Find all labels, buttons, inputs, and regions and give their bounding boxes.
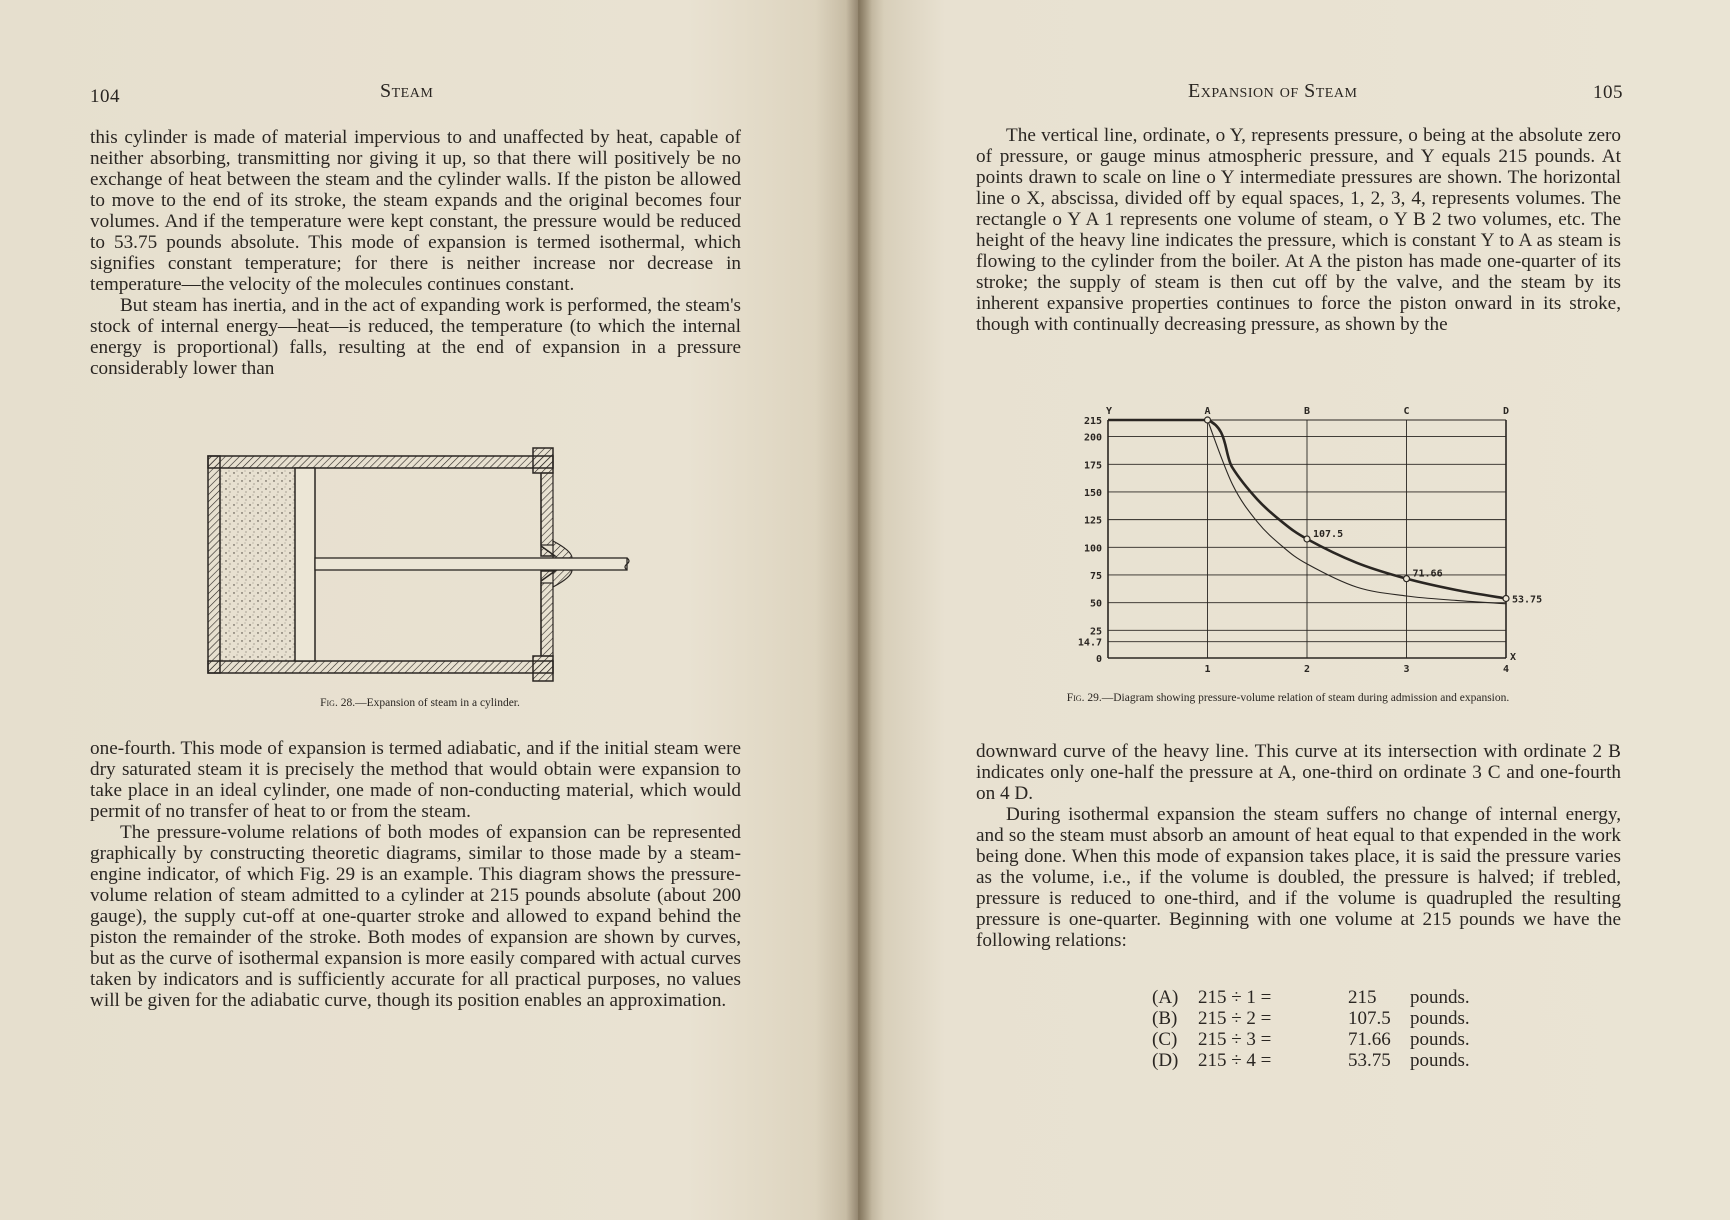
top-label: A: [1204, 406, 1211, 417]
relation-expr: 215 ÷ 3 =: [1198, 1029, 1272, 1050]
paragraph: But steam has inertia, and in the act of expanding work is performed, the steam's stock of internal energy—heat—is reduced, the temperature (to which the internal energy is proportional) falls, resulting at the end of expansion in a pressure considerably lower than: [90, 295, 741, 379]
top-label: D: [1502, 406, 1510, 417]
book-gutter: [846, 0, 872, 1220]
relation-expr: 215 ÷ 1 =: [1198, 987, 1272, 1008]
paragraph: The vertical line, ordinate, o Y, represents pressure, o being at the absolute zero of pressure, or gauge minus atmospheric pressure, and Y equals 215 pounds. At points drawn to scale on line o Y intermediate pressures are shown. The horizontal line o X, abscissa, divided off by equal spaces, 1, 2, 3, 4, represents volumes. The rectangle o Y A 1 represents one volume of steam, o Y B 2 two volumes, etc. The height of the heavy line indicates the pressure, which is constant Y to A as steam is flowing to the cylinder from the boiler. At A the piston has made one-quarter of its stroke; the supply of steam is then cut off by the valve, and the steam by its inherent expansive properties continues to force the piston onward in its stroke, though with continually decreasing pressure, as shown by the: [976, 125, 1621, 335]
relation-unit: pounds.: [1410, 1008, 1470, 1029]
relation-unit: pounds.: [1410, 987, 1470, 1008]
right-page-number: 105: [1593, 82, 1623, 103]
relation-row: [1152, 1008, 1490, 1029]
y-tick-label: 14.7: [1077, 637, 1102, 649]
figure-29-label: Fig. 29.: [1066, 692, 1102, 704]
y-tick-label: 125: [1083, 515, 1102, 527]
left-running-title: Steam: [380, 80, 434, 102]
point-marker: [1304, 536, 1310, 542]
paragraph: one-fourth. This mode of expansion is termed adiabatic, and if the initial steam were dry saturated steam it is precisely the method that would obtain were expansion to take place in an ideal cylinder, one made of non-conducting material, which would permit of no transfer of heat to or from the steam.: [90, 738, 741, 822]
relation-result: 215: [1348, 987, 1377, 1008]
cylinder-diagram: [200, 446, 640, 686]
relation-unit: pounds.: [1410, 1050, 1470, 1071]
y-tick-label: 175: [1083, 460, 1102, 472]
right-body-bottom: [976, 741, 1621, 951]
y-tick-label: 215: [1083, 416, 1102, 427]
relation-result: 107.5: [1348, 1008, 1391, 1029]
cylinder-figure: [200, 446, 640, 686]
left-page: [0, 0, 858, 1220]
figure-28-label: Fig. 28.: [320, 697, 356, 709]
right-running-title: Expansion of Steam: [1188, 80, 1358, 102]
point-marker: [1503, 596, 1509, 602]
right-page: [858, 0, 1730, 1220]
right-body-top: [976, 125, 1621, 335]
top-label: B: [1303, 406, 1311, 417]
pressure-volume-chart: [1028, 400, 1548, 675]
relation-unit: pounds.: [1410, 1029, 1470, 1050]
relation-label: (D): [1152, 1050, 1179, 1071]
x-tick-label: 4: [1502, 664, 1510, 675]
relation-row: [1152, 1029, 1490, 1050]
y-tick-label: 0: [1095, 654, 1102, 665]
relation-label: (A): [1152, 987, 1179, 1008]
top-label: C: [1403, 406, 1410, 417]
y-tick-label: 75: [1089, 570, 1102, 582]
adiabatic-curve: [1208, 420, 1507, 604]
relation-label: (B): [1152, 1008, 1178, 1029]
y-tick-label: 50: [1089, 598, 1102, 610]
relations-table: [1152, 987, 1490, 1071]
y-tick-label: 100: [1083, 543, 1102, 555]
pressure-volume-figure: [1028, 400, 1548, 675]
data-label: 71.66: [1412, 568, 1443, 580]
paragraph: During isothermal expansion the steam suffers no change of internal energy, and so the steam must absorb an amount of heat equal to that expended in the work being done. When this mode of expansion takes place, it is said the pressure varies as the volume, i.e., if the volume is doubled, the pressure is halved; if trebled, pressure is reduced to one-third, and if the volume is quadrupled the resulting pressure is one-quarter. Beginning with one volume at 215 pounds we have the following relations:: [976, 804, 1621, 951]
data-label: 53.75: [1512, 594, 1543, 606]
x-tick-label: 3: [1403, 664, 1410, 675]
relation-expr: 215 ÷ 4 =: [1198, 1050, 1272, 1071]
y-axis-label: Y: [1106, 406, 1113, 417]
relation-result: 53.75: [1348, 1050, 1391, 1071]
figure-29-caption: [1058, 692, 1518, 705]
y-tick-label: 25: [1089, 626, 1102, 638]
point-marker: [1205, 417, 1211, 423]
data-label: 107.5: [1313, 529, 1344, 540]
paragraph: The pressure-volume relations of both modes of expansion can be represented graphically by constructing theoretic diagrams, similar to those made by a steam-engine indicator, of which Fig. 29 is an example. This diagram shows the pressure-volume relation of steam admitted to a cylinder at 215 pounds absolute (about 200 gauge), the supply cut-off at one-quarter stroke and allowed to expand behind the piston the remainder of the stroke. Both modes of expansion are shown by curves, but as the curve of isothermal expansion is more easily compared with actual curves taken by indicators and is sufficiently accurate for all practical purposes, no values will be given for the adiabatic curve, though its position enables an approximation.: [90, 822, 741, 1011]
point-marker: [1404, 576, 1410, 582]
left-page-number: 104: [90, 86, 120, 107]
relation-row: [1152, 1050, 1490, 1071]
y-tick-label: 200: [1083, 432, 1102, 444]
relation-expr: 215 ÷ 2 =: [1198, 1008, 1272, 1029]
left-body-bottom: [90, 738, 741, 1011]
figure-28-caption: [200, 697, 640, 710]
x-tick-label: 1: [1204, 664, 1211, 675]
x-axis-label: X: [1510, 652, 1517, 663]
y-tick-label: 150: [1083, 487, 1102, 499]
figure-28-text: —Expansion of steam in a cylinder.: [355, 697, 520, 709]
paragraph: downward curve of the heavy line. This curve at its intersection with ordinate 2 B indicates only one-half the pressure at A, one-third on ordinate 3 C and one-fourth on 4 D.: [976, 741, 1621, 804]
paragraph: this cylinder is made of material impervious to and unaffected by heat, capable of neither absorbing, transmitting nor giving it up, so that there will positively be no exchange of heat between the steam and the cylinder walls. If the piston be allowed to move to the end of its stroke, the steam expands and the original becomes four volumes. And if the temperature were kept constant, the pressure would be reduced to 53.75 pounds absolute. This mode of expansion is termed isothermal, which signifies constant temperature; for there is neither increase nor decrease in temperature—the velocity of the molecules continues constant.: [90, 127, 741, 295]
relation-row: [1152, 987, 1490, 1008]
left-body-top: [90, 127, 741, 379]
relation-result: 71.66: [1348, 1029, 1391, 1050]
figure-29-text: —Diagram showing pressure-volume relation of steam during admission and expansion.: [1101, 692, 1510, 704]
x-tick-label: 2: [1303, 664, 1311, 675]
relation-label: (C): [1152, 1029, 1178, 1050]
